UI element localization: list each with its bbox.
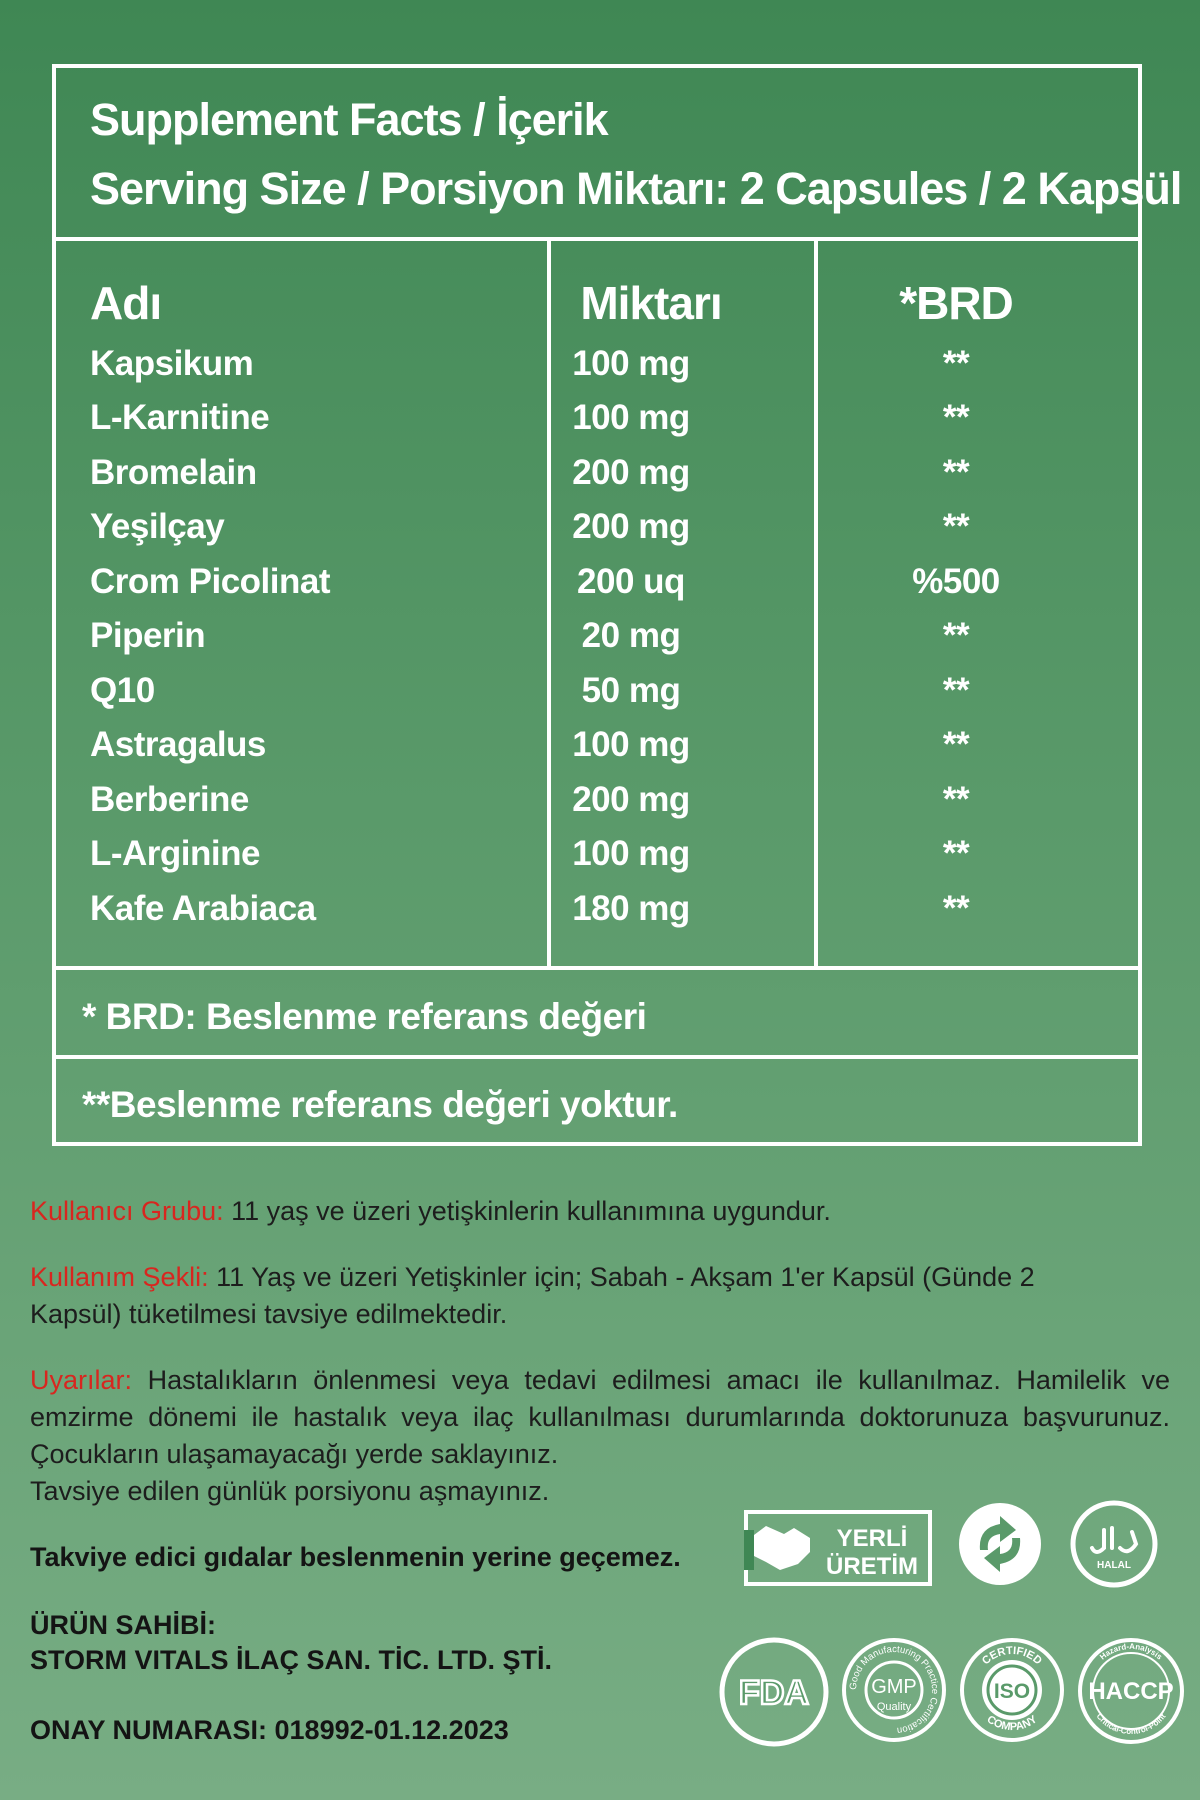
ingredient-brd: %500 (912, 562, 1000, 601)
usage-label: Kullanım Şekli: (30, 1262, 209, 1292)
iso-text: ISO (993, 1680, 1031, 1703)
ingredient-brd: ** (942, 507, 970, 546)
ingredient-name: Berberine (90, 780, 249, 819)
brd-footnote: * BRD: Beslenme referans değeri (82, 996, 647, 1037)
ingredient-amount: 20 mg (581, 616, 681, 655)
owner-name: STORM VITALS İLAÇ SAN. TİC. LTD. ŞTİ. (30, 1645, 552, 1675)
table-row (56, 507, 1138, 561)
haccp-bottom-text: Critical-Control-Point (1094, 1711, 1168, 1737)
ingredient-brd: ** (942, 889, 970, 928)
ingredient-name: Piperin (90, 616, 206, 655)
halal-arabic-icon (1092, 1528, 1136, 1552)
ingredient-name: L-Karnitine (90, 398, 270, 437)
ingredient-name: L-Arginine (90, 834, 260, 873)
user-group-text: 11 yaş ve üzeri yetişkinlerin kullanımına uygundur. (223, 1196, 831, 1226)
table-row (56, 344, 1138, 398)
ingredient-amount: 200 uq (577, 562, 685, 601)
gmp-ring-text: Good Manufacturing Practice Certification (847, 1643, 941, 1736)
ingredient-brd: ** (942, 453, 970, 492)
divider (56, 966, 1138, 970)
haccp-top-text: Hazard-Analysis (1098, 1641, 1164, 1662)
iso-company-text: COMPANY (984, 1713, 1040, 1734)
ingredient-amount: 200 mg (572, 780, 690, 819)
warnings-text: Hastalıkların önlenmesi veya tedavi edilmesi amacı ile kullanılmaz. Hamilelik ve emzirme dönemi ile hastalık veya ilaç kullanılması durumlarında doktorunuza başvurunuz. Çocukların ulaşamayacağı yerde saklayınız. (30, 1365, 1170, 1469)
warnings-label: Uyarılar: (30, 1365, 133, 1395)
ingredient-name: Crom Picolinat (90, 562, 330, 601)
haccp-text: HACCP (1088, 1678, 1174, 1705)
approval-number: ONAY NUMARASI: 018992-01.12.2023 (30, 1715, 509, 1745)
gmp-badge (840, 1636, 948, 1744)
table-row (56, 889, 1138, 943)
divider (56, 1055, 1138, 1059)
table-row (56, 780, 1138, 834)
user-group-paragraph (30, 1193, 1170, 1230)
recycle-badge (956, 1500, 1044, 1588)
ingredient-name: Kapsikum (90, 344, 254, 383)
ingredient-amount: 180 mg (572, 889, 690, 928)
iso-certified-text: CERTIFIED (980, 1644, 1044, 1668)
iso-badge (958, 1636, 1066, 1744)
disclaimer: Takviye edici gıdalar beslenmenin yerine geçemez. (30, 1542, 681, 1572)
table-row (56, 725, 1138, 779)
ingredient-amount: 100 mg (572, 398, 690, 437)
handshake-icon (750, 1526, 810, 1570)
table-row (56, 398, 1138, 452)
user-group-label: Kullanıcı Grubu: (30, 1196, 224, 1226)
fda-text: FDA (739, 1674, 809, 1712)
gmp-quality-text: Quality (876, 1701, 912, 1713)
halal-text: HALAL (1097, 1560, 1131, 1571)
ingredient-amount: 200 mg (572, 453, 690, 492)
facts-header (56, 68, 1182, 241)
warnings-paragraph (30, 1362, 1170, 1473)
owner-label: ÜRÜN SAHİBİ: (30, 1610, 216, 1640)
table-row (56, 834, 1138, 888)
badge-circle (959, 1503, 1041, 1585)
serving-size: Serving Size / Porsiyon Miktarı: 2 Capsules / 2 Kapsül (90, 163, 1182, 214)
table-row (56, 453, 1138, 507)
ingredient-name: Yeşilçay (90, 507, 225, 546)
ingredient-amount: 100 mg (572, 725, 690, 764)
ingredient-brd: ** (942, 780, 970, 819)
haccp-badge (1076, 1636, 1186, 1746)
yerli-uretim-badge (744, 1508, 932, 1588)
ingredient-brd: ** (942, 344, 970, 383)
ingredient-brd: ** (942, 834, 970, 873)
ingredient-brd: ** (942, 671, 970, 710)
table-row (56, 671, 1138, 725)
table-row (56, 616, 1138, 670)
ingredient-amount: 200 mg (572, 507, 690, 546)
yerli-text: YERLİ (836, 1525, 908, 1552)
header-amount: Miktarı (580, 277, 722, 329)
gmp-text: GMP (871, 1676, 917, 1698)
warnings-paragraph-end: Tavsiye edilen günlük porsiyonu aşmayınız. (30, 1476, 550, 1506)
ingredient-brd: ** (942, 398, 970, 437)
ingredient-name: Q10 (90, 671, 155, 710)
ingredient-brd: ** (942, 616, 970, 655)
usage-text: 11 Yaş ve üzeri Yetişkinler için; Sabah - Akşam 1'er Kapsül (Günde 2 Kapsül) tüketilmesi tavsiye edilmektedir. (30, 1262, 1035, 1329)
supplement-facts-table (52, 64, 1182, 1146)
halal-badge (1070, 1500, 1158, 1588)
ingredient-amount: 50 mg (581, 671, 681, 710)
header-brd: *BRD (899, 277, 1013, 329)
table-row (56, 562, 1138, 616)
ingredient-name: Astragalus (90, 725, 266, 764)
uretim-text: ÜRETİM (826, 1553, 918, 1580)
ingredient-name: Kafe Arabiaca (90, 889, 316, 928)
no-brd-footnote: **Beslenme referans değeri yoktur. (82, 1084, 678, 1125)
ingredient-amount: 100 mg (572, 834, 690, 873)
ingredient-amount: 100 mg (572, 344, 690, 383)
header-name: Adı (90, 277, 162, 329)
facts-title: Supplement Facts / İçerik (90, 94, 608, 145)
ingredient-brd: ** (942, 725, 970, 764)
ingredient-name: Bromelain (90, 453, 257, 492)
fda-badge (718, 1636, 830, 1748)
usage-paragraph (30, 1259, 1050, 1333)
